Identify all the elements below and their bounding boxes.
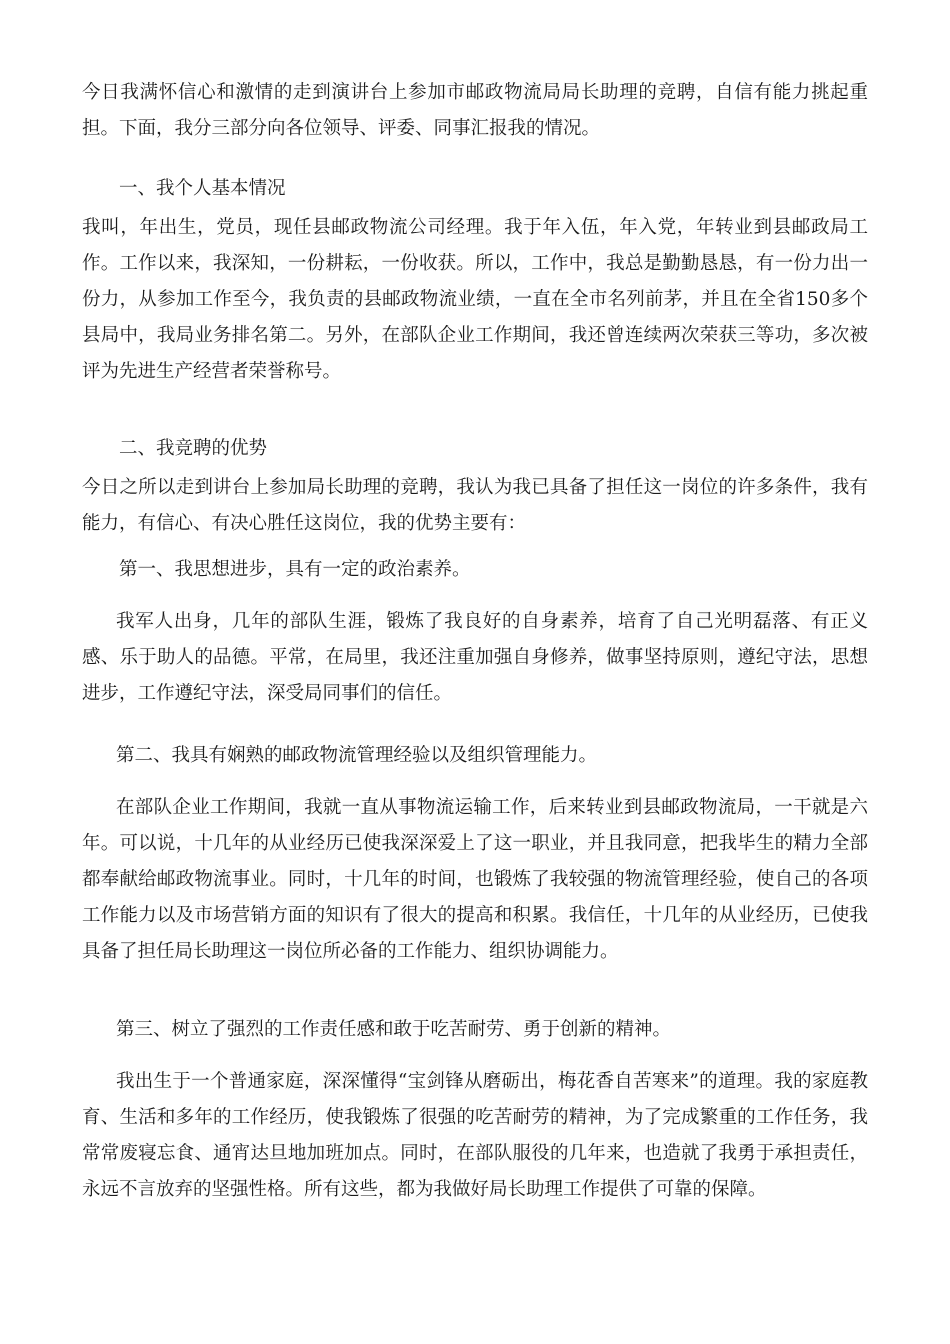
section-heading-basic-info: 一、我个人基本情况 (119, 178, 286, 199)
advantage-first-paragraph: 我军人出身，几年的部队生涯，锻炼了我良好的自身素养，培育了自己光明磊落、有正义感、乐于助人的品德。平常，在局里，我还注重加强自身修养，做事坚持原则，遵纪守法，思想进步，工作遵纪守法，深受局同事们的信任。 (82, 611, 868, 704)
advantage-second-paragraph: 在部队企业工作期间，我就一直从事物流运输工作，后来转业到县邮政物流局，一干就是六年。可以说，十几年的从业经历已使我深深爱上了这一职业，并且我同意，把我毕生的精力全部都奉献给邮政物流事业。同时，十几年的时间，也锻炼了我较强的物流管理经验，使自己的各项工作能力以及市场营销方面的知识有了很大的提高和积累。我信任，十几年的从业经历，已使我具备了担任局长助理这一岗位所必备的工作能力、组织协调能力。 (82, 797, 868, 962)
advantage-third-heading: 第三、树立了强烈的工作责任感和敢于吃苦耐劳、勇于创新的精神。 (116, 1019, 672, 1040)
advantages-intro-paragraph: 今日之所以走到讲台上参加局长助理的竞聘，我认为我已具备了担任这一岗位的许多条件，我有能力，有信心、有决心胜任这岗位，我的优势主要有： (82, 477, 868, 534)
intro-paragraph: 今日我满怀信心和激情的走到演讲台上参加市邮政物流局局长助理的竞聘，自信有能力挑起重担。下面，我分三部分向各位领导、评委、同事汇报我的情况。 (82, 82, 868, 139)
section-heading-advantages: 二、我竞聘的优势 (119, 438, 268, 459)
advantage-third-paragraph: 我出生于一个普通家庭，深深懂得“宝剑锋从磨砺出，梅花香自苦寒来”的道理。我的家庭教育、生活和多年的工作经历，使我锻炼了很强的吃苦耐劳的精神，为了完成繁重的工作任务，我常常废寝忘食、通宵达旦地加班加点。同时，在部队服役的几年来，也造就了我勇于承担责任，永远不言放弃的坚强性格。所有这些，都为我做好局长助理工作提供了可靠的保障。 (82, 1071, 868, 1200)
advantage-first-heading: 第一、我思想进步，具有一定的政治素养。 (119, 559, 471, 580)
advantage-second-heading: 第二、我具有娴熟的邮政物流管理经验以及组织管理能力。 (116, 745, 598, 766)
basic-info-paragraph: 我叫，年出生，党员，现任县邮政物流公司经理。我于年入伍，年入党，年转业到县邮政局工作。工作以来，我深知，一份耕耘，一份收获。所以，工作中，我总是勤勤恳恳，有一份力出一份力，从参加工作至今，我负责的县邮政物流业绩，一直在全市名列前茅，并且在全省150多个县局中，我局业务排名第二。另外，在部队企业工作期间，我还曾连续两次荣获三等功，多次被评为先进生产经营者荣誉称号。 (82, 217, 868, 382)
